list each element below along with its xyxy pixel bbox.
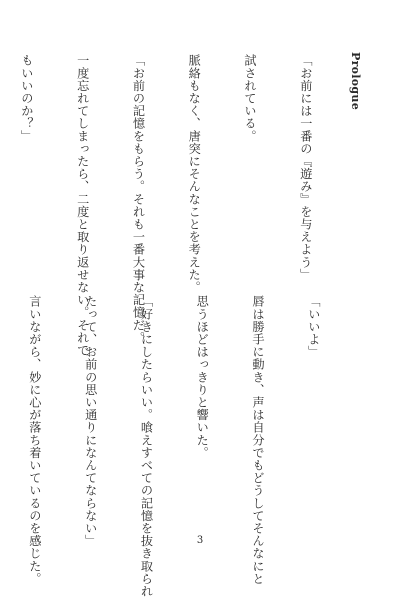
lower-text-block: [0, 295, 360, 597]
text-line: 「お前の記憶をもらう。それも一番大事な記憶だ。: [131, 54, 146, 344]
text-line: 唇は勝手に動き、声は自分でもどうしてそんなにと: [251, 295, 266, 585]
text-line: 言いながら、妙に心が落ち着いているのを感じた。: [27, 295, 42, 585]
text-line: 「お前には一番の『遊み』を与えよう」: [298, 54, 313, 281]
text-line: 試されている。: [243, 54, 258, 143]
text-line: たって、お前の思い通りになんてならない」: [83, 295, 98, 547]
text-line: 「好きにしたらいい。喰えすべての記憶を抜き取られ: [139, 295, 154, 597]
prologue-heading: Prologue: [349, 52, 362, 111]
page-number: 3: [196, 535, 204, 546]
text-line: 脈絡もなく、唐突にそんなことを考えた。: [187, 54, 202, 294]
text-line: 一度忘れてしまったら、二度と取り返せない。それで: [75, 54, 90, 357]
text-line: 「いいよ」: [306, 295, 321, 358]
text-line: もいいのか？」: [19, 54, 34, 143]
text-line: 思うほどはっきりと響いた。: [195, 295, 210, 459]
